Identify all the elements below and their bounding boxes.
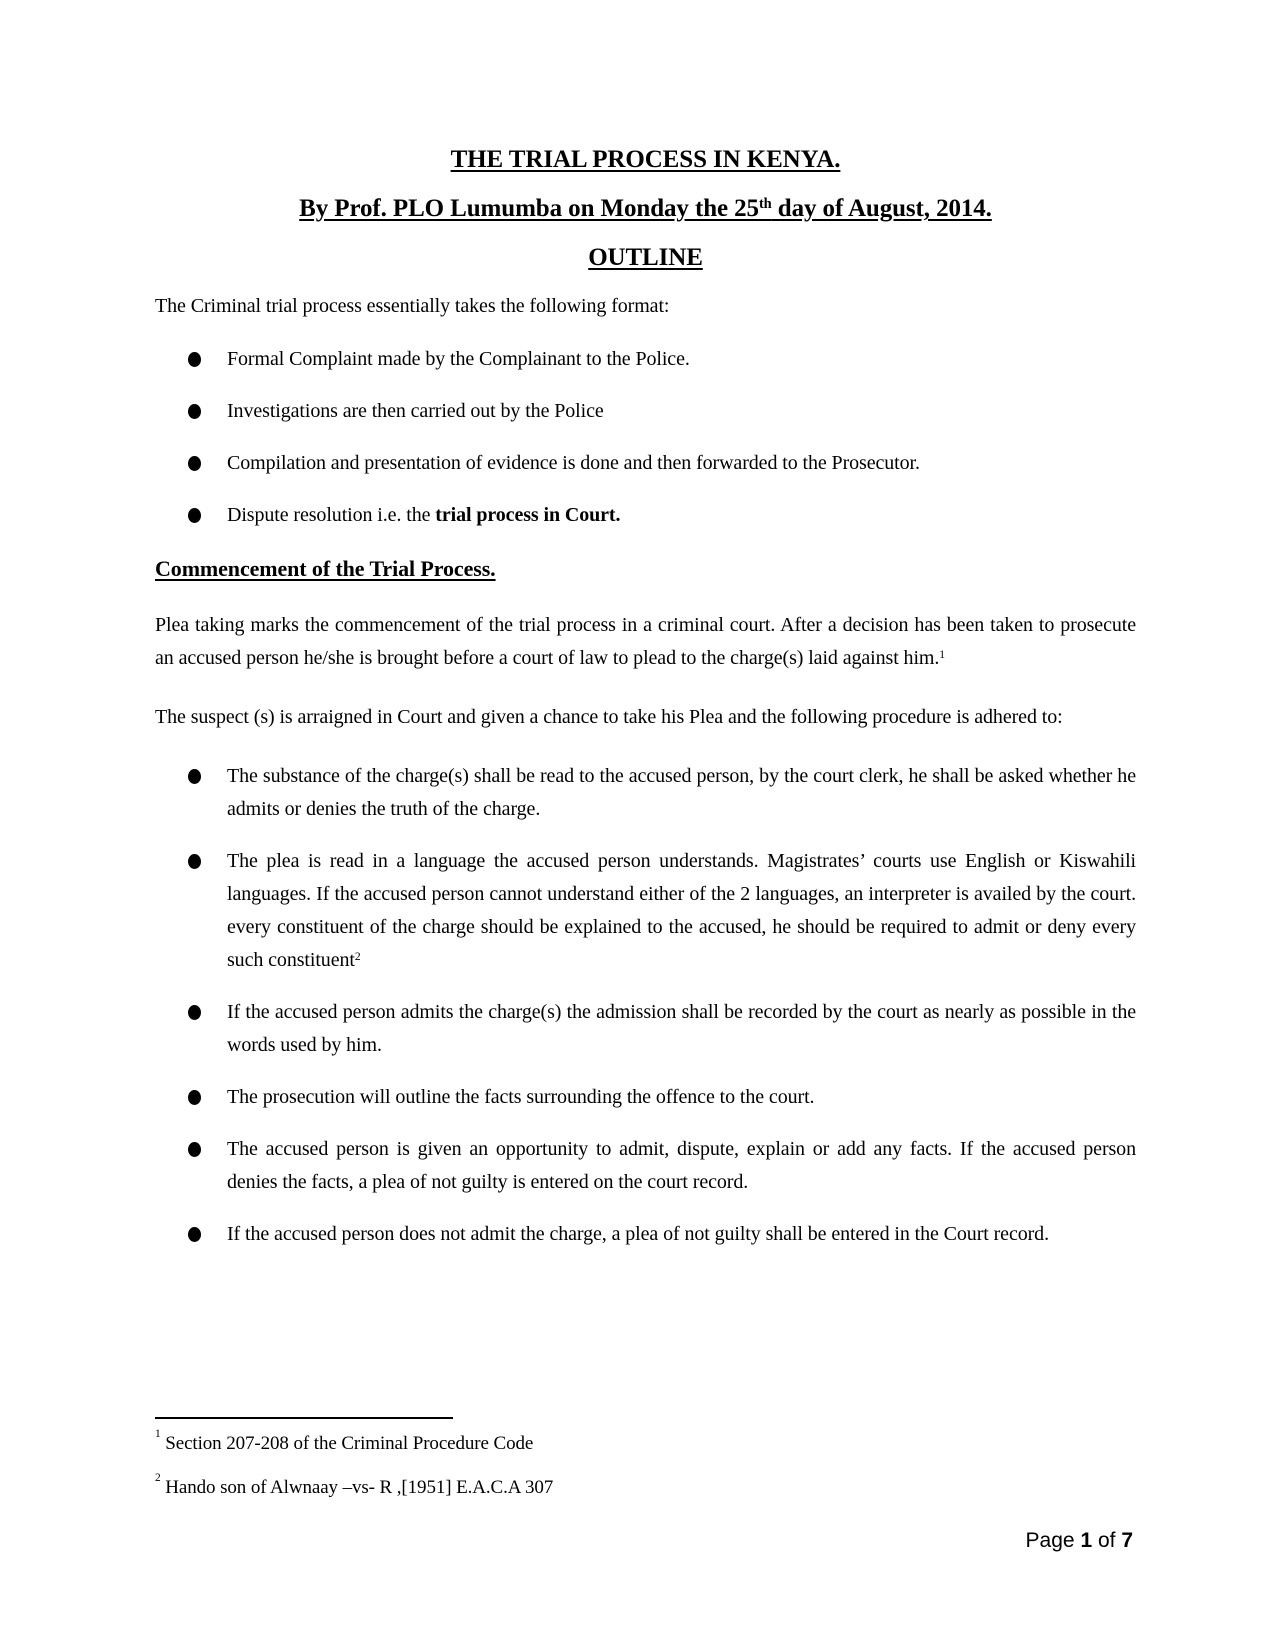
bullet-icon (188, 1005, 201, 1020)
list-item (155, 1218, 1136, 1251)
bullet-text: Compilation and presentation of evidence is done and then forwarded to the Prosecutor. (227, 452, 920, 474)
list-item (155, 395, 1136, 428)
list-item (155, 1081, 1136, 1114)
bullet-text: Investigations are then carried out by the Police (227, 400, 604, 422)
bullet-icon (188, 854, 201, 869)
outline-heading: OUTLINE (588, 244, 703, 271)
footnote-reference: 2 (354, 949, 361, 963)
paragraph-text: Plea taking marks the commencement of the trial process in a criminal court. After a decision has been taken to prosecute an accused person he/she is brought before a court of law to plead to the charge(s) laid against him. (155, 614, 1136, 669)
list-item (155, 760, 1136, 826)
bullet-text: The substance of the charge(s) shall be read to the accused person, by the court clerk, he shall be asked whether he admits or denies the truth of the charge. (227, 765, 1136, 820)
list-item (155, 845, 1136, 977)
bullet-icon (188, 456, 201, 471)
footnote-separator (155, 1417, 453, 1419)
bullet-icon (188, 769, 201, 784)
list-item (155, 499, 1136, 532)
footnote-text: Hando son of Alwnaay –vs- R ,[1951] E.A.C.A 307 (165, 1477, 554, 1498)
byline-superscript: th (758, 196, 772, 213)
byline-text-cont: day of August, 2014. (771, 195, 992, 222)
bullet-text: Formal Complaint made by the Complainant to the Police. (227, 348, 690, 370)
bullet-icon (188, 1227, 201, 1242)
bullet-text: If the accused person admits the charge(s) the admission shall be recorded by the court as nearly as possible in the words used by him. (227, 1001, 1136, 1056)
intro-paragraph: The Criminal trial process essentially takes the following format: (155, 295, 670, 317)
footnote (155, 1427, 1136, 1457)
bullet-icon (188, 1090, 201, 1105)
footnote-marker: 1 (155, 1427, 161, 1440)
bullet-text: The accused person is given an opportunity to admit, dispute, explain or add any facts. If the accused person denies the facts, a plea of not guilty is entered on the court record. (227, 1138, 1136, 1193)
bullet-text: The prosecution will outline the facts surrounding the offence to the court. (227, 1086, 815, 1108)
section-heading: Commencement of the Trial Process. (155, 556, 496, 581)
bullet-icon (188, 352, 201, 367)
footnote (155, 1471, 1136, 1501)
bullet-icon (188, 508, 201, 523)
bullet-icon (188, 1142, 201, 1157)
bullet-text: The plea is read in a language the accused person understands. Magistrates’ courts use English or Kiswahili languages. If the accused person cannot understand either of the 2 languages, an interpreter is availed by the court. every constituent of the charge should be explained to the accused, he should be required to admit or deny every such constituent (227, 850, 1136, 971)
footnotes-area (155, 1427, 1136, 1518)
footnote-marker: 2 (155, 1471, 161, 1484)
byline-text: By Prof. PLO Lumumba on Monday the 25 (299, 195, 759, 222)
bullet-text-bold: trial process in Court. (435, 504, 621, 526)
body-paragraph: The suspect (s) is arraigned in Court and given a chance to take his Plea and the following procedure is adhered to: (155, 706, 1063, 728)
list-item (155, 447, 1136, 480)
byline (155, 192, 1136, 225)
outline-bullet-list (155, 343, 1136, 532)
footer-page-word: Page (1025, 1529, 1081, 1552)
footer-page-number: 1 (1080, 1529, 1093, 1552)
body-paragraph (155, 609, 1136, 675)
bullet-icon (188, 404, 201, 419)
bullet-text: If the accused person does not admit the charge, a plea of not guilty shall be entered in the Court record. (227, 1223, 1049, 1245)
document-title: THE TRIAL PROCESS IN KENYA. (450, 146, 841, 173)
list-item (155, 996, 1136, 1062)
footnote-text: Section 207-208 of the Criminal Procedure Code (165, 1433, 534, 1454)
bullet-text: Dispute resolution i.e. the (227, 504, 436, 526)
footer-total-pages: 7 (1121, 1529, 1133, 1552)
page-footer (1026, 1527, 1133, 1554)
list-item (155, 343, 1136, 376)
procedure-bullet-list (155, 760, 1136, 1251)
list-item (155, 1133, 1136, 1199)
footer-of-word: of (1092, 1529, 1122, 1552)
footnote-reference: 1 (939, 647, 945, 661)
